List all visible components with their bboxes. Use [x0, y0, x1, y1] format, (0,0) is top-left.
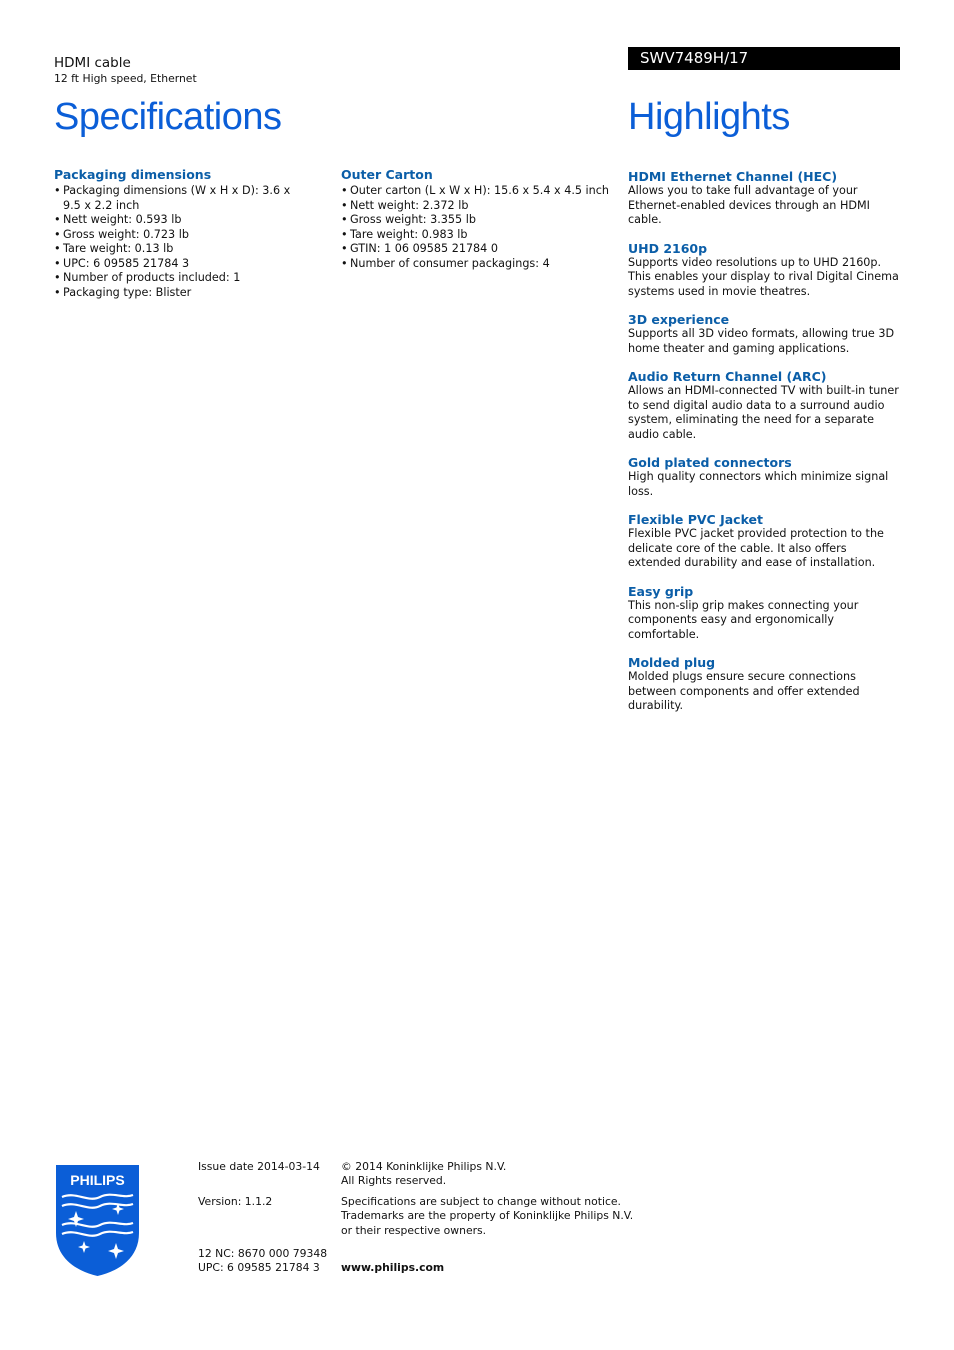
highlight-text: High quality connectors which minimize signal loss. [628, 470, 889, 498]
highlight-title: Molded plug [628, 655, 716, 670]
highlight-text: Molded plugs ensure secure connections between components and offer extended durability. [628, 670, 860, 712]
highlight-item [628, 512, 900, 571]
disclaimer-line: or their respective owners. [341, 1223, 487, 1237]
spec-item: • Nett weight: 0.593 lb [54, 213, 294, 228]
highlight-title: 3D experience [628, 312, 730, 327]
spec-item: • GTIN: 1 06 09585 21784 0 [341, 242, 611, 257]
spec-item: • Number of products included: 1 [54, 271, 294, 286]
highlight-item [628, 655, 900, 714]
highlight-item [628, 241, 900, 300]
disclaimer-line: Trademarks are the property of Koninklijke Philips N.V. [341, 1209, 634, 1223]
version: Version: 1.1.2 [198, 1195, 273, 1208]
highlight-text: Flexible PVC jacket provided protection to the delicate core of the cable. It also offers extended durability and ease of installation. [628, 527, 884, 569]
highlight-text: Allows an HDMI-connected TV with built-in tuner to send digital audio data to a surround audio system, eliminating the need for a separate audio cable. [628, 384, 899, 441]
spec-item: • Gross weight: 3.355 lb [341, 213, 611, 228]
highlight-title: UHD 2160p [628, 240, 708, 256]
logo-wordmark: PHILIPS [70, 1172, 125, 1188]
spec-item: • UPC: 6 09585 21784 3 [54, 257, 294, 272]
section-heading: Packaging dimensions [54, 167, 212, 182]
disclaimer-line: Specifications are subject to change without notice. [341, 1195, 621, 1208]
highlight-text: Allows you to take full advantage of your Ethernet-enabled devices through an HDMI cable. [628, 184, 870, 226]
copyright-block [341, 1160, 506, 1189]
spec-item: • Number of consumer packagings: 4 [341, 257, 611, 272]
highlight-text: Supports video resolutions up to UHD 2160p. This enables your display to rival Digital Cinema systems used in movie theatres. [628, 255, 899, 298]
philips-shield-icon [54, 1163, 141, 1278]
copyright-line: All Rights reserved. [341, 1174, 447, 1188]
spec-item: • Packaging type: Blister [54, 286, 294, 301]
spec-item: • Packaging dimensions (W x H x D): 3.6 x 9.5 x 2.2 inch [54, 184, 294, 213]
highlight-item [628, 369, 900, 442]
spec-item: • Tare weight: 0.13 lb [54, 242, 294, 257]
highlight-title: HDMI Ethernet Channel (HEC) [628, 169, 838, 184]
spec-item: • Tare weight: 0.983 lb [341, 228, 611, 243]
highlight-title: Flexible PVC Jacket [628, 512, 763, 527]
highlight-title: Gold plated connectors [628, 455, 792, 470]
product-name: HDMI cable [54, 55, 131, 71]
highlight-item [628, 584, 900, 643]
highlights-title: Highlights [628, 96, 790, 138]
spec-list [54, 184, 294, 300]
model-number: SWV7489H/17 [640, 49, 749, 67]
model-number-bar [628, 47, 900, 70]
spec-item: • Nett weight: 2.372 lb [341, 199, 611, 214]
packaging-dimensions-section [54, 167, 294, 300]
spec-list [341, 184, 611, 271]
website-link[interactable]: www.philips.com [341, 1261, 445, 1274]
product-subtitle: 12 ft High speed, Ethernet [54, 72, 197, 85]
issue-date: Issue date 2014-03-14 [198, 1160, 320, 1173]
highlight-title: Audio Return Channel (ARC) [628, 369, 827, 384]
nc-block [198, 1247, 327, 1276]
disclaimer-block [341, 1195, 633, 1238]
highlight-item [628, 169, 900, 228]
section-heading: Outer Carton [341, 167, 433, 182]
highlight-title: Easy grip [628, 583, 694, 599]
highlight-text: This non-slip grip makes connecting your components easy and ergonomically comfortable. [628, 598, 859, 641]
highlight-text: Supports all 3D video formats, allowing true 3D home theater and gaming applications. [628, 327, 895, 355]
highlight-item [628, 312, 900, 356]
spec-item: • Gross weight: 0.723 lb [54, 228, 294, 243]
nc-number: 12 NC: 8670 000 79348 [198, 1247, 328, 1260]
outer-carton-section [341, 167, 611, 271]
upc-number: UPC: 6 09585 21784 3 [198, 1261, 320, 1275]
highlight-item [628, 455, 900, 499]
highlights-column [628, 169, 900, 727]
copyright-line: © 2014 Koninklijke Philips N.V. [341, 1160, 507, 1173]
specifications-title: Specifications [54, 96, 282, 138]
spec-item: • Outer carton (L x W x H): 15.6 x 5.4 x 4.5 inch [341, 184, 611, 199]
